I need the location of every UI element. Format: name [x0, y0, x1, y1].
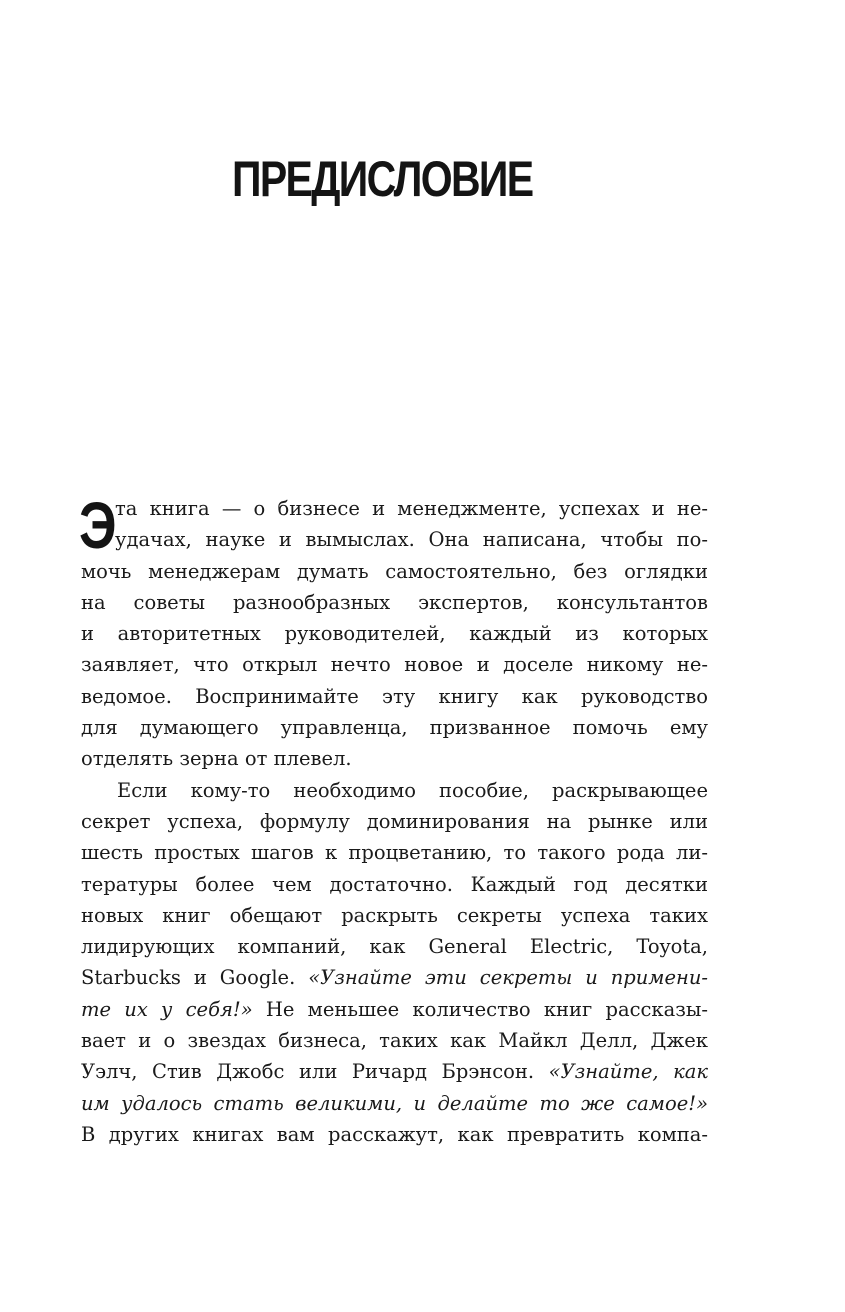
- italic-quote: те их у себя!»: [81, 997, 253, 1021]
- text-line: лидирующих компаний, как General Electric, Toyota,: [81, 935, 708, 959]
- text-line: [81, 962, 708, 993]
- text-line: В других книгах вам расскажут, как превратить компа-: [81, 1122, 708, 1146]
- text-line: заявляет, что открыл нечто новое и доселе никому не-: [81, 653, 708, 677]
- text-line: шесть простых шагов к процветанию, то такого рода ли-: [81, 841, 708, 865]
- text-segment: Не меньшее количество книг рассказы-: [252, 997, 708, 1021]
- text-line: [81, 994, 708, 1025]
- text-line: вает и о звездах бизнеса, таких как Майкл Делл, Джек: [81, 1029, 708, 1053]
- text-line: [81, 1056, 708, 1087]
- paragraph-1: [79, 488, 708, 775]
- text-line: для думающего управленца, призванное помочь ему: [81, 716, 708, 740]
- text-line: тературы более чем достаточно. Каждый год десятки: [81, 872, 708, 896]
- text-line: Если кому-то необходимо пособие, раскрывающее: [117, 778, 708, 802]
- text-line: секрет успеха, формулу доминирования на рынке или: [81, 809, 708, 833]
- text-segment: Starbucks и Google.: [81, 966, 309, 990]
- drop-cap: Э: [79, 488, 117, 562]
- text-line: на советы разнообразных экспертов, консультантов: [81, 590, 708, 614]
- text-line: ведомое. Воспринимайте эту книгу как руководство: [81, 684, 708, 708]
- text-line: новых книг обещают раскрыть секреты успеха таких: [81, 903, 708, 927]
- text-line: та книга — о бизнесе и менеджменте, успехах и не-: [115, 497, 708, 520]
- text-line: мочь менеджерам думать самостоятельно, без оглядки: [81, 559, 708, 583]
- paragraph-2: [81, 775, 708, 1151]
- text-line: удачах, науке и вымыслах. Она написана, чтобы по-: [115, 528, 708, 552]
- chapter-title: ПРЕДИСЛОВИЕ: [232, 151, 533, 207]
- italic-quote-line: им удалось стать великими, и делайте то же самое!»: [81, 1091, 708, 1115]
- italic-quote: «Узнайте, как: [548, 1060, 709, 1084]
- italic-quote: «Узнайте эти секреты и примени-: [308, 966, 708, 990]
- text-line: отделять зерна от плевел.: [81, 747, 352, 771]
- text-segment: Уэлч, Стив Джобс или Ричард Брэнсон.: [81, 1060, 549, 1084]
- body-text: [79, 488, 709, 1150]
- text-line: и авторитетных руководителей, каждый из которых: [81, 622, 708, 646]
